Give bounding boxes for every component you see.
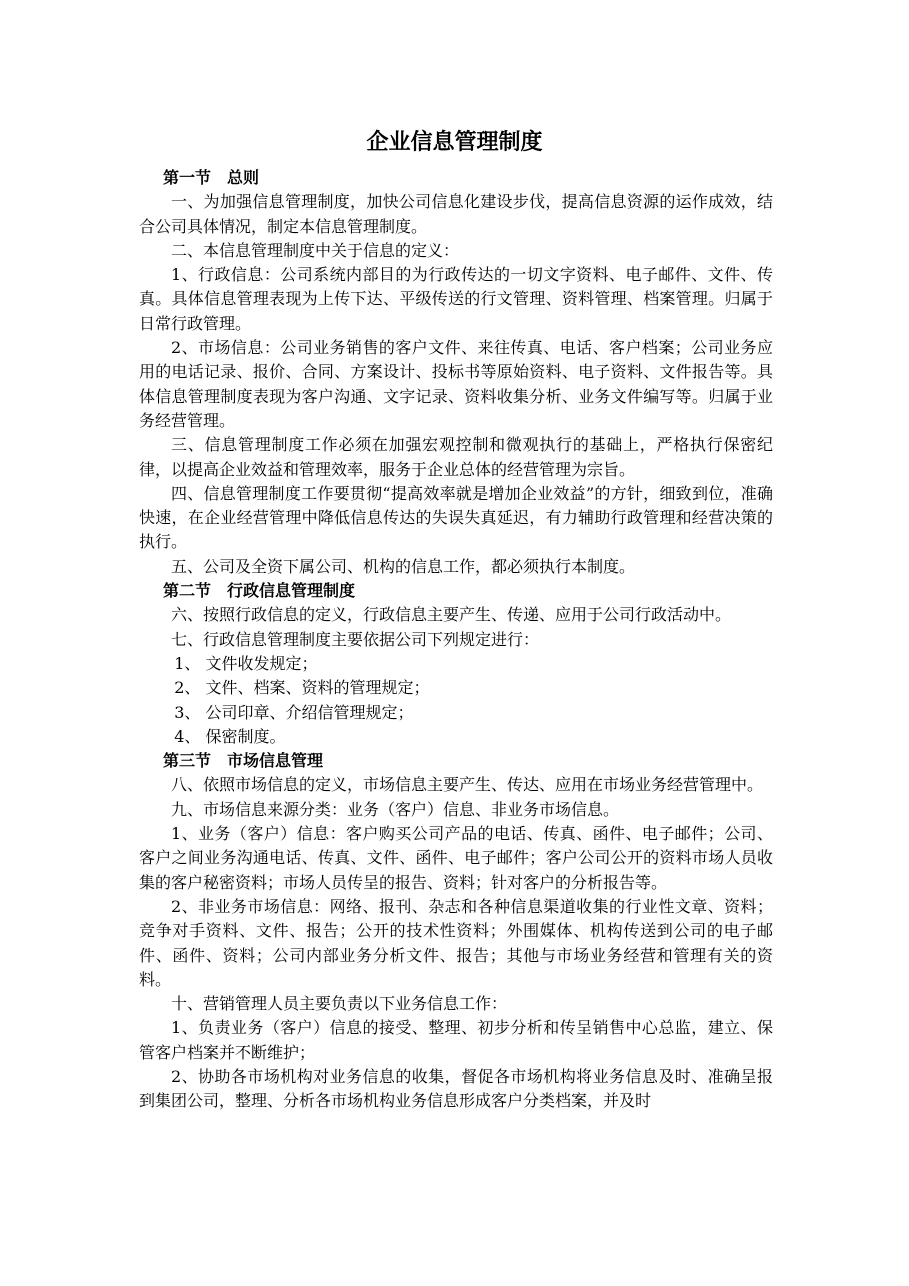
list-item: 2、 文件、档案、资料的管理规定；: [174, 678, 430, 698]
section-heading: 第二节 行政信息管理制度: [163, 581, 356, 601]
paragraph: 2、市场信息：公司业务销售的客户文件、来往传真、电话、客户档案；公司业务应用的电话记录、报价、合同、方案设计、投标书等原始资料、电子资料、文件报告等。具体信息管理制度表现为客户沟通、文字记录、资料收集分析、业务文件编写等。归属于业务经营管理。: [139, 338, 773, 430]
paragraph: 七、行政信息管理制度主要依据公司下列规定进行：: [171, 629, 540, 649]
document-title: 企业信息管理制度: [366, 130, 543, 155]
paragraph: 二、本信息管理制度中关于信息的定义：: [171, 240, 460, 260]
paragraph: 2、非业务市场信息：网络、报刊、杂志和各种信息渠道收集的行业性文章、资料；竞争对手资料、文件、报告；公开的技术性资料；外围媒体、机构传送到公司的电子邮件、函件、资料；公司内部业务分析文件、报告；其他与市场业务经营和管理有关的资料。: [139, 896, 773, 989]
paragraph: 1、行政信息：公司系统内部目的为行政传达的一切文字资料、电子邮件、文件、传真。具体信息管理表现为上传下达、平级传送的行文管理、资料管理、档案管理。归属于日常行政管理。: [139, 265, 773, 333]
document-body: [139, 166, 773, 1114]
paragraph: 八、依照市场信息的定义，市场信息主要产生、传达、应用在市场业务经营管理中。: [171, 775, 764, 795]
paragraph: 1、负责业务（客户）信息的接受、整理、初步分析和传呈销售中心总监，建立、保管客户档案并不断维护；: [139, 1018, 773, 1062]
section-heading: 第三节 市场信息管理: [163, 751, 324, 771]
list-item: 3、 公司印章、介绍信管理规定；: [174, 702, 414, 722]
paragraph: 十、营销管理人员主要负责以下业务信息工作：: [171, 994, 508, 1014]
list-item: 1、 文件收发规定；: [174, 653, 318, 673]
paragraph: 九、市场信息来源分类：业务（客户）信息、非业务市场信息。: [171, 799, 620, 819]
paragraph: 五、公司及全资下属公司、机构的信息工作，都必须执行本制度。: [171, 556, 636, 576]
paragraph: 一、为加强信息管理制度，加快公司信息化建设步伐，提高信息资源的运作成效，结合公司具体情况，制定本信息管理制度。: [139, 192, 773, 236]
section-heading: 第一节 总则: [163, 168, 260, 187]
list-item: 4、 保密制度。: [174, 726, 286, 746]
paragraph: 1、业务（客户）信息：客户购买公司产品的电话、传真、函件、电子邮件；公司、客户之间业务沟通电话、传真、文件、函件、电子邮件；客户公司公开的资料市场人员收集的客户秘密资料；市场人员传呈的报告、资料；针对客户的分析报告等。: [139, 824, 773, 892]
paragraph: 六、按照行政信息的定义，行政信息主要产生、传递、应用于公司行政活动中。: [171, 605, 732, 625]
paragraph: 2、协助各市场机构对业务信息的收集，督促各市场机构将业务信息及时、准确呈报到集团公司，整理、分析各市场机构业务信息形成客户分类档案，并及时: [139, 1066, 773, 1111]
paragraph: 三、信息管理制度工作必须在加强宏观控制和微观执行的基础上，严格执行保密纪律，以提高企业效益和管理效率，服务于企业总体的经营管理为宗旨。: [139, 435, 773, 479]
paragraph: 四、信息管理制度工作要贯彻“提高效率就是增加企业效益”的方针，细致到位，准确快速，在企业经营管理中降低信息传达的失误失真延迟，有力辅助行政管理和经营决策的执行。: [139, 483, 773, 552]
